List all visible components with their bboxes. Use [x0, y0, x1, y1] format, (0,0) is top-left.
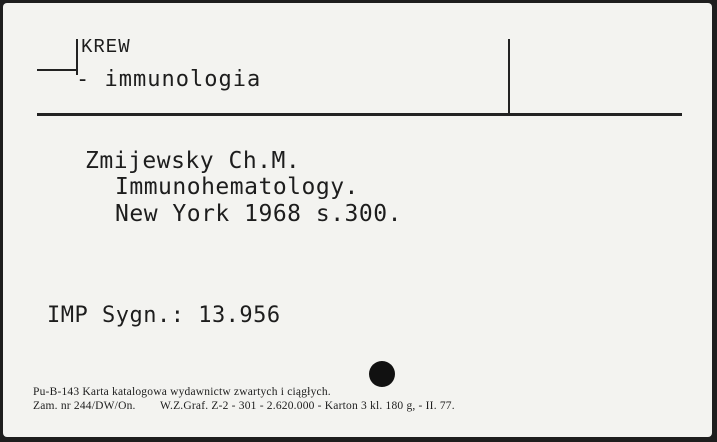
header-rule-bottom	[37, 113, 682, 116]
punch-hole	[369, 361, 395, 387]
footer-line-1: Pu-B-143 Karta katalogowa wydawnictw zwartych i ciągłych.	[33, 386, 331, 398]
author-line: Zmijewsky Ch.M.	[85, 148, 301, 174]
subject-subheading: - immunologia	[76, 67, 262, 92]
call-number: IMP Sygn.: 13.956	[47, 303, 281, 328]
header-rule-right	[508, 39, 510, 114]
title-line: Immunohematology.	[115, 174, 359, 200]
footer-line-2: Zam. nr 244/DW/On. W.Z.Graf. Z-2 - 301 - 2.620.000 - Karton 3 kl. 180 g, - II. 77.	[33, 400, 455, 412]
catalog-card	[3, 3, 712, 437]
subject-heading: KREW	[81, 36, 131, 58]
header-rule-short	[37, 69, 77, 71]
imprint-line: New York 1968 s.300.	[115, 201, 402, 227]
